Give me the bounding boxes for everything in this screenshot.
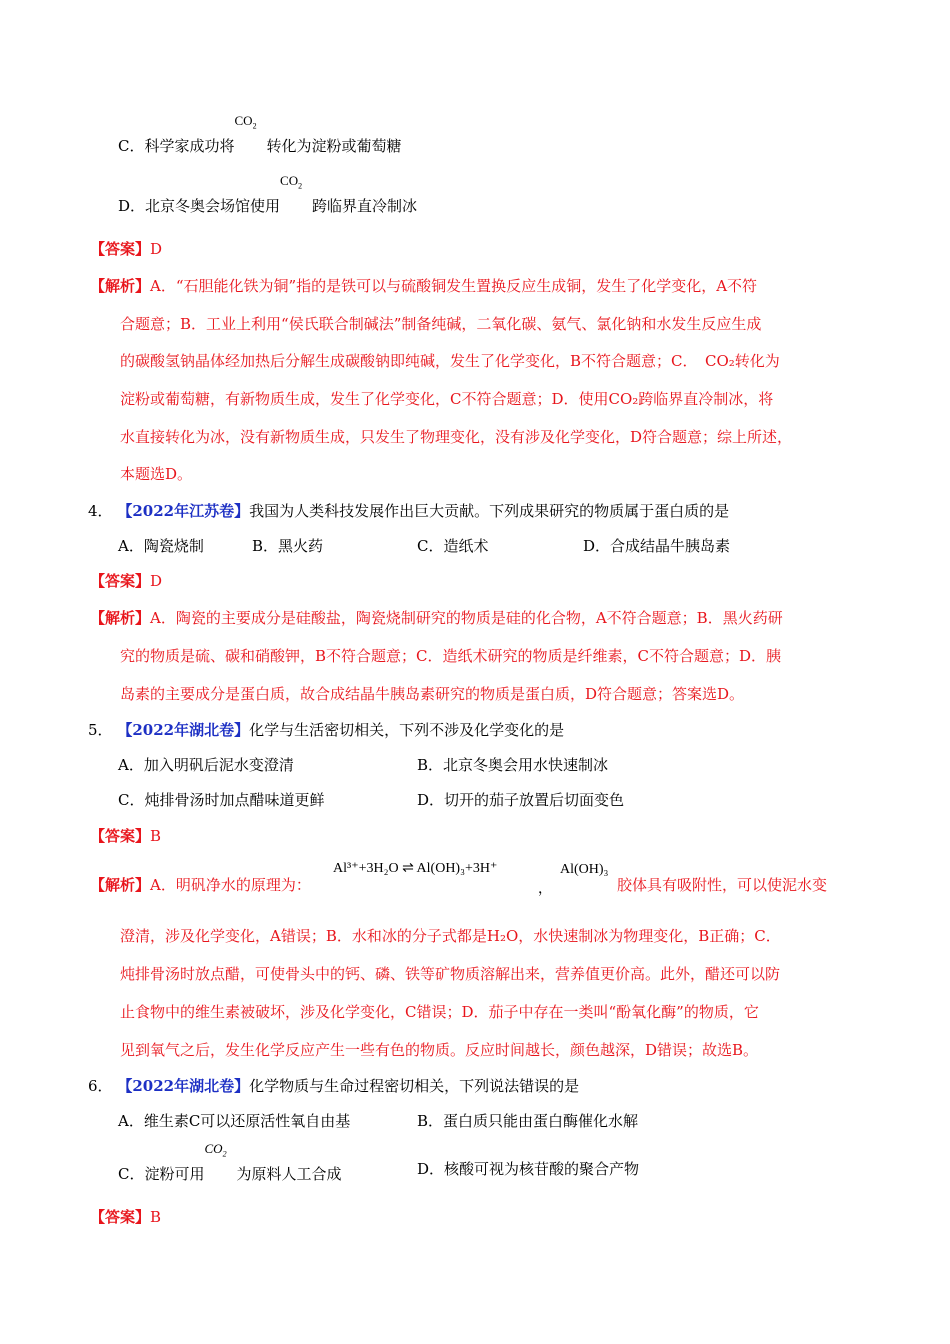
option-text: 转化为淀粉或葡萄糖 [266, 137, 402, 155]
question-5-stem [88, 720, 564, 740]
analysis-line: 本题选D。 [120, 465, 193, 483]
option-d: D．切开的茄子放置后切面变色 [417, 791, 625, 809]
equation-separator: ， [538, 882, 552, 897]
option-text: 为原料人工合成 [236, 1165, 342, 1183]
option-label: C． [118, 137, 145, 155]
question-4-stem [88, 501, 729, 521]
answer-value: B [150, 827, 162, 845]
analysis-line: 炖排骨汤时放点醋，可使骨头中的钙、磷、铁等矿物质溶解出来，营养值更价高。此外，醋还可以防 [120, 965, 781, 983]
answer-tag: 【答案】 [90, 240, 151, 258]
question-text: 我国为人类科技发展作出巨大贡献。下列成果研究的物质属于蛋白质的是 [249, 502, 730, 520]
source-tag: 【2022年湖北卷】 [117, 1077, 250, 1095]
question-number: 5． [88, 721, 113, 739]
answer-line [90, 571, 162, 591]
analysis-line: 见到氧气之后，发生化学反应产生一些有色的物质。反应时间越长，颜色越深，D错误；故选B。 [120, 1041, 759, 1059]
answer-value: D [150, 572, 163, 590]
option-text: 科学家成功将 [144, 137, 235, 155]
question-6-stem [88, 1076, 579, 1096]
question-text: 化学物质与生命过程密切相关，下列说法错误的是 [249, 1077, 580, 1095]
option-d: D．合成结晶牛胰岛素 [583, 537, 731, 555]
analysis-line: 的碳酸氢钠晶体经加热后分解生成碳酸钠即纯碱，发生了化学变化，B不符合题意；C． CO₂转化为 [120, 352, 780, 370]
answer-tag: 【答案】 [90, 1208, 151, 1226]
option-text: 淀粉可用 [144, 1165, 205, 1183]
analysis-tag: 【解析】 [90, 609, 151, 627]
analysis-text: A．明矾净水的原理为： [150, 876, 311, 894]
option-c: C．造纸术 [417, 537, 489, 555]
analysis-line: 止食物中的维生素被破坏，涉及化学变化，C错误；D．茄子中存在一类叫“酚氧化酶”的物质，它 [120, 1003, 759, 1021]
answer-tag: 【答案】 [90, 827, 151, 845]
hydrolysis-equation: Al³⁺+3H₂O ⇌ Al(OH)₃+3H⁺ [333, 861, 498, 876]
option-a: A．陶瓷烧制 [118, 537, 204, 555]
colloid-formula: Al(OH)₃ [560, 862, 609, 877]
question-number: 4． [88, 502, 113, 520]
option-b: B．蛋白质只能由蛋白酶催化水解 [417, 1112, 639, 1130]
analysis-line: 究的物质是硫、碳和硝酸钾，B不符合题意；C．造纸术研究的物质是纤维素，C不符合题意；D．胰 [120, 647, 782, 665]
option-b: B．北京冬奥会用水快速制冰 [417, 756, 609, 774]
analysis-tag: 【解析】 [90, 277, 151, 295]
question-text: 化学与生活密切相关，下列不涉及化学变化的是 [249, 721, 565, 739]
answer-value: D [150, 240, 163, 258]
analysis-line [90, 875, 311, 895]
answer-line [90, 826, 161, 846]
analysis-tag: 【解析】 [90, 876, 151, 894]
option-c [118, 1141, 342, 1184]
question-number: 6． [88, 1077, 113, 1095]
option-label: D． [118, 197, 146, 215]
analysis-line: 合题意；B．工业上利用“侯氏联合制碱法”制备纯碱，二氧化碳、氨气、氯化钠和水发生反应生成 [120, 315, 762, 333]
analysis-line: 澄清，涉及化学变化，A错误；B．水和冰的分子式都是H₂O，水快速制冰为物理变化，B正确；C． [120, 927, 781, 945]
option-c [118, 113, 402, 156]
option-d [118, 173, 418, 216]
answer-line [90, 239, 162, 259]
analysis-text: 胶体具有吸附性，可以使泥水变 [617, 876, 828, 894]
option-text: 跨临界直冷制冰 [312, 197, 418, 215]
analysis-line: 淀粉或葡萄糖，有新物质生成，发生了化学变化，C不符合题意；D．使用CO₂跨临界直冷制冰，将 [120, 390, 774, 408]
option-d: D．核酸可视为核苷酸的聚合产物 [417, 1160, 640, 1178]
option-b: B．黑火药 [252, 537, 324, 555]
option-a: A．维生素C可以还原活性氧自由基 [118, 1112, 351, 1130]
option-text: 北京冬奥会场馆使用 [145, 197, 281, 215]
option-label: C． [118, 1165, 145, 1183]
analysis-line [90, 276, 757, 296]
co2-formula: $CO_2$ [280, 173, 303, 191]
analysis-line [90, 608, 783, 628]
answer-tag: 【答案】 [90, 572, 151, 590]
co2-formula: $CO_2$ [234, 113, 257, 131]
answer-line [90, 1207, 161, 1227]
option-a: A．加入明矾后泥水变澄清 [118, 756, 294, 774]
source-tag: 【2022年江苏卷】 [117, 502, 250, 520]
analysis-line: 水直接转化为冰，没有新物质生成，只发生了物理变化，没有涉及化学变化，D符合题意；综上所述， [120, 428, 793, 446]
answer-value: B [150, 1208, 162, 1226]
option-c: C．炖排骨汤时加点醋味道更鲜 [118, 791, 325, 809]
co2-formula: $CO_2$ [204, 1141, 227, 1159]
source-tag: 【2022年湖北卷】 [117, 721, 250, 739]
analysis-line: 岛素的主要成分是蛋白质，故合成结晶牛胰岛素研究的物质是蛋白质，D符合题意；答案选D。 [120, 685, 745, 703]
analysis-text: A．陶瓷的主要成分是硅酸盐，陶瓷烧制研究的物质是硅的化合物，A不符合题意；B．黑火药研 [150, 609, 783, 627]
analysis-text: A．“石胆能化铁为铜”指的是铁可以与硫酸铜发生置换反应生成铜，发生了化学变化，A不符 [150, 277, 758, 295]
